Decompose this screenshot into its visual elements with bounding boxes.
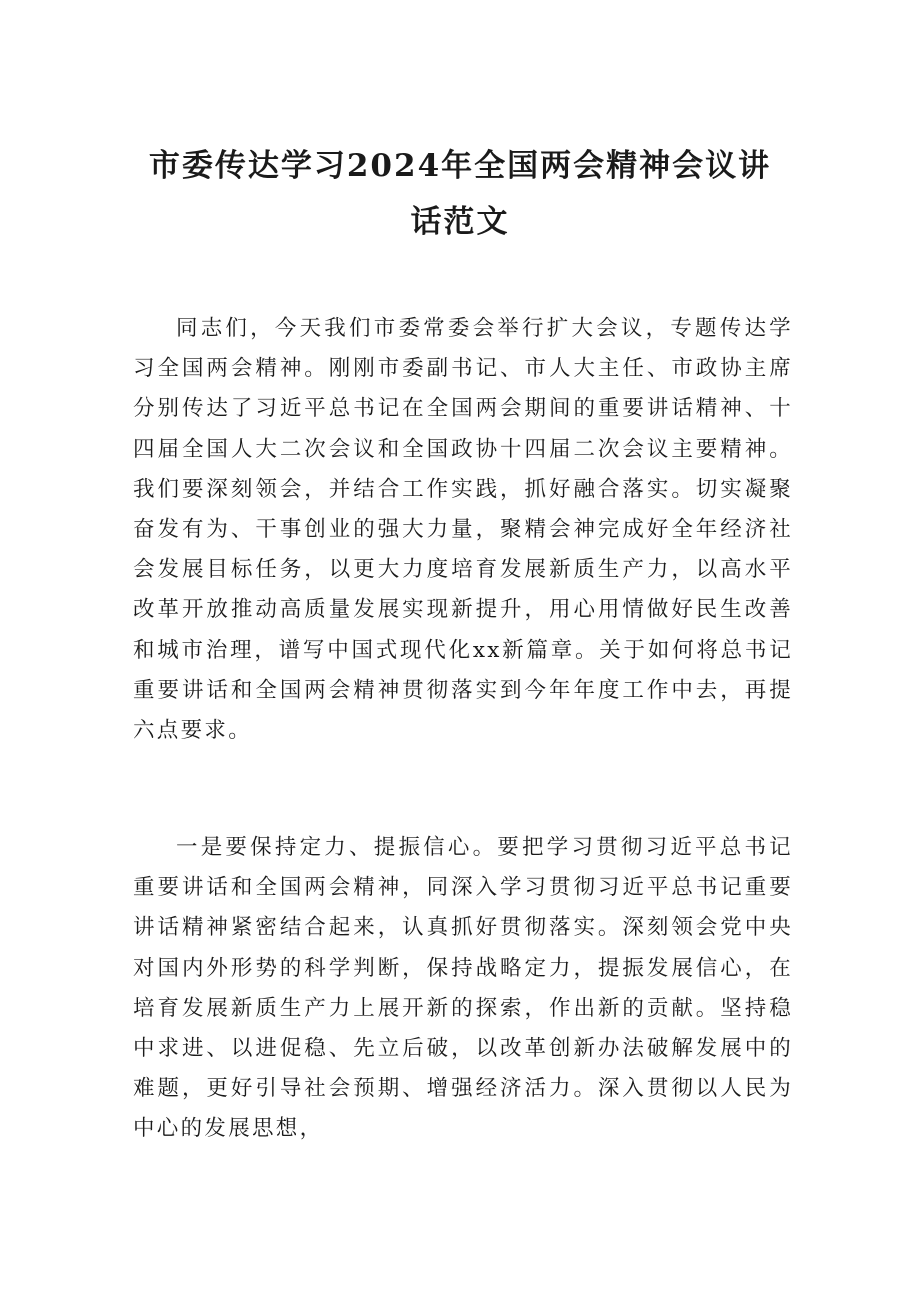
title-line-1: 市委传达学习2024年全国两会精神会议讲 [148,147,772,184]
paragraph-requirement-one: 一是要保持定力、提振信心。要把学习贯彻习近平总书记重要讲话和全国两会精神，同深入学习贯彻习近平总书记重要讲话精神紧密结合起来，认真抓好贯彻落实。深刻领会党中央对国内外形势的科学判断，保持战略定力，提振发展信心，在培育发展新质生产力上展开新的探索，作出新的贡献。坚持稳中求进、以进促稳、先立后破，以改革创新办法破解发展中的难题，更好引导社会预期、增强经济活力。深入贯彻以人民为中心的发展思想， [133,835,793,1142]
document-title [135,138,785,250]
title-line-2: 话范文 [410,203,510,240]
paragraph-opening: 同志们，今天我们市委常委会举行扩大会议，专题传达学习全国两会精神。刚刚市委副书记、市人大主任、市政协主席分别传达了习近平总书记在全国两会期间的重要讲话精神、十四届全国人大二次会议和全国政协十四届二次会议主要精神。我们要深刻领会，并结合工作实践，抓好融合落实。切实凝聚奋发有为、干事创业的强大力量，聚精会神完成好全年经济社会发展目标任务，以更大力度培育发展新质生产力，以高水平改革开放推动高质量发展实现新提升，用心用情做好民生改善和城市治理，谱写中国式现代化xx新篇章。关于如何将总书记重要讲话和全国两会精神贯彻落实到今年年度工作中去，再提六点要求。 [133,316,793,744]
